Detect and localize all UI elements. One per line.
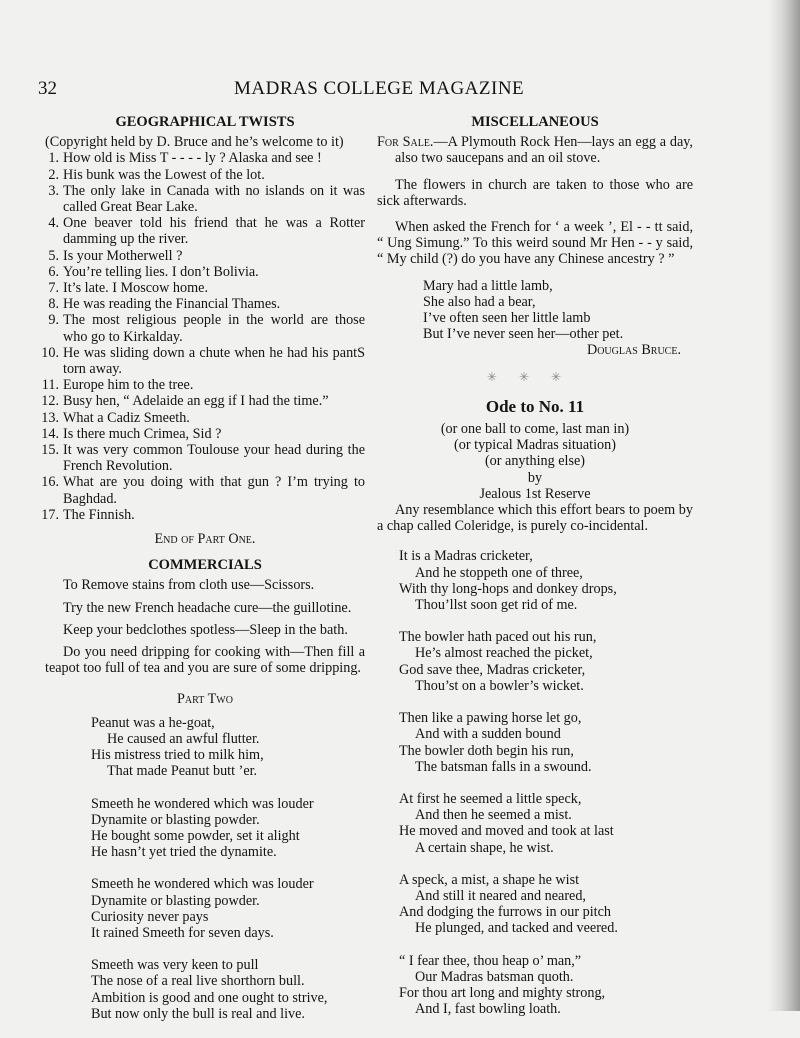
for-sale-paragraph (377, 134, 693, 166)
part-two-stanza (91, 957, 365, 1022)
poem-line: And he stoppeth one of three, (415, 564, 583, 581)
twist-text: The only lake in Canada with no islands on it was called Great Bear Lake. (63, 182, 365, 216)
twist-number: 1. (48, 150, 59, 167)
poem-line: His mistress tried to milk him, (91, 747, 264, 764)
twist-text: The Finnish. (63, 506, 135, 523)
poem-line: He caused an awful flutter. (107, 730, 260, 747)
ode-stanza (399, 953, 693, 1018)
poem-line: Mary had a little lamb, (423, 277, 553, 294)
ode-subtitle-line: Jealous 1st Reserve (479, 485, 591, 502)
twist-number: 13. (41, 409, 59, 426)
poem-line: Ambition is good and one ought to strive, (91, 989, 328, 1006)
twist-number: 17. (41, 506, 59, 523)
poem-line: Then like a pawing horse let go, (399, 710, 582, 727)
ode-subtitle-line: (or anything else) (484, 453, 586, 470)
poem-line: Smeeth he wondered which was louder (91, 876, 314, 893)
poem-line: And still it neared and neared, (415, 887, 586, 904)
for-sale-label: For Sale. (377, 134, 434, 151)
twist-number: 5. (48, 247, 59, 264)
twist-number: 10. (41, 344, 59, 361)
for-sale-text: —A Plymouth Rock Hen—lays an egg a day, also two saucepans and an oil stove. (395, 134, 693, 167)
page-header (38, 78, 738, 108)
twist-text: He was reading the Financial Thames. (63, 296, 281, 313)
commercial-paragraph: Keep your bedclothes spotless—Sleep in the bath. (63, 621, 348, 638)
ode-stanzas (377, 548, 693, 1017)
flowers-paragraph: The flowers in church are taken to those who are sick afterwards. (377, 176, 693, 209)
twist-item (41, 506, 365, 523)
left-column (41, 110, 365, 1038)
twist-item (45, 312, 365, 344)
poem-line: That made Peanut butt ’er. (107, 763, 258, 780)
ode-subtitle (377, 421, 693, 502)
twist-text: He was sliding down a chute when he had his pantS torn away. (63, 344, 365, 378)
twist-item (41, 409, 365, 426)
ode-subtitle-line: by (527, 469, 543, 486)
twist-number: 3. (48, 182, 59, 199)
twist-text: It’s late. I Moscow home. (63, 280, 208, 297)
poem-line: The nose of a real live shorthorn bull. (91, 973, 305, 990)
twist-text: Europe him to the tree. (63, 377, 194, 394)
ode-subtitle-line: (or typical Madras situation) (454, 437, 616, 454)
commercials-title: COMMERCIALS (148, 557, 262, 574)
poem-line: At first he seemed a little speck, (399, 790, 582, 807)
twist-item (41, 474, 365, 507)
ode-note: Any resemblance which this effort bears to poem by a chap called Coleridge, is purely co-incidental. (377, 502, 693, 535)
twist-text: What a Cadiz Smeeth. (63, 409, 190, 426)
poem-line: The bowler doth begin his run, (399, 742, 574, 759)
poem-line: He’s almost reached the picket, (415, 645, 593, 662)
commercial-paragraph: To Remove stains from cloth use—Scissors. (63, 577, 315, 594)
poem-line: Smeeth was very keen to pull (91, 957, 259, 974)
commercial-paragraph: Try the new French headache cure—the guillotine. (63, 599, 352, 616)
ode-stanza (399, 791, 693, 856)
twist-item (45, 167, 365, 183)
poem-line: But now only the bull is real and live. (91, 1005, 305, 1022)
part-two-stanza (91, 715, 365, 780)
part-two-poems (45, 715, 365, 1022)
poem-line: Dynamite or blasting powder. (91, 892, 260, 909)
poem-line: “ I fear thee, thou heap o’ man,” (399, 952, 582, 969)
poem-line: It rained Smeeth for seven days. (91, 924, 274, 941)
poem-line: She also had a bear, (423, 293, 536, 310)
twist-item (45, 296, 365, 312)
twist-item (41, 344, 365, 378)
section-stars-divider: ✳✳✳ (486, 369, 584, 384)
twist-item (41, 425, 365, 442)
poem-line: Smeeth he wondered which was louder (91, 795, 314, 812)
poem-line: And I, fast bowling loath. (415, 1001, 561, 1018)
twist-text: His bunk was the Lowest of the lot. (63, 166, 265, 183)
geographical-twists-title: GEOGRAPHICAL TWISTS (115, 114, 295, 130)
poem-line: He plunged, and tacked and veered. (415, 920, 618, 937)
twist-item (41, 442, 365, 475)
poem-line: Curiosity never pays (91, 908, 209, 925)
right-column (377, 110, 693, 1033)
twist-number: 2. (48, 166, 59, 183)
part-two-title: Part Two (177, 690, 233, 707)
poem-line: Thou’st on a bowler’s wicket. (415, 677, 584, 694)
ode-stanza (399, 710, 693, 775)
twist-number: 11. (41, 377, 59, 394)
twist-number: 15. (41, 442, 59, 459)
twist-item (45, 183, 365, 215)
twist-number: 16. (41, 474, 59, 491)
twist-number: 7. (48, 280, 59, 297)
page-number: 32 (38, 78, 57, 99)
twist-text: Is there much Crimea, Sid ? (63, 425, 222, 442)
poem-line: God save thee, Madras cricketer, (399, 661, 586, 678)
poem-line: Peanut was a he-goat, (91, 714, 215, 731)
ode-stanza (399, 629, 693, 694)
poem-line: And then he seemed a mist. (415, 807, 572, 824)
page-gutter-shadow (768, 0, 800, 1011)
ode-stanza (399, 548, 693, 613)
commercial-paragraph: Do you need dripping for cooking with—Then fill a teapot too full of tea and you are sure of some dripping. (45, 644, 365, 677)
poem-line: For thou art long and mighty strong, (399, 984, 606, 1001)
part-two-stanza (91, 876, 365, 941)
twist-item (45, 150, 365, 166)
geographical-twists-intro: (Copyright held by D. Bruce and he’s welcome to it) (45, 134, 344, 151)
poem-line: I’ve often seen her little lamb (423, 310, 591, 327)
poem-line: He moved and moved and took at last (399, 823, 614, 840)
twist-text: How old is Miss T - - - - ly ? Alaska and see ! (63, 150, 322, 167)
twist-number: 12. (41, 393, 59, 410)
magazine-title: MADRAS COLLEGE MAGAZINE (234, 78, 525, 99)
poem-line: Our Madras batsman quoth. (415, 968, 574, 985)
twist-number: 4. (48, 215, 59, 232)
french-paragraph: When asked the French for ‘ a week ’, El - - tt said, “ Ung Simung.” To this weird sound Mr Hen - - y said, “ My child (?) do you have any Chinese ancestry ? ” (377, 219, 693, 268)
twist-number: 8. (48, 296, 59, 313)
twist-item (45, 248, 365, 264)
twist-text: You’re telling lies. I don’t Bolivia. (63, 263, 259, 280)
twist-item (45, 264, 365, 280)
twist-item (41, 393, 365, 410)
twist-number: 9. (48, 312, 59, 329)
twist-text: Is your Motherwell ? (63, 247, 183, 264)
poem-line: Thou’llst soon get rid of me. (415, 597, 578, 614)
miscellaneous-title: MISCELLANEOUS (471, 114, 599, 130)
signature: Douglas Bruce. (586, 342, 681, 359)
part-two-stanza (91, 796, 365, 861)
end-of-part-one: End of Part One. (154, 531, 256, 548)
twist-text: One beaver told his friend that he was a Rotter damming up the river. (63, 215, 365, 248)
poem-line: He hasn’t yet tried the dynamite. (91, 844, 277, 861)
poem-line: With thy long-hops and donkey drops, (399, 580, 617, 597)
ode-title: Ode to No. 11 (485, 396, 585, 416)
ode-stanza (399, 872, 693, 937)
poem-line: And dodging the furrows in our pitch (399, 904, 611, 921)
twist-text: Busy hen, “ Adelaide an egg if I had the time.” (63, 393, 329, 410)
twist-number: 14. (41, 425, 59, 442)
ode-subtitle-line: (or one ball to come, last man in) (440, 421, 630, 438)
twist-text: The most religious people in the world are those who go to Kirkalday. (63, 312, 365, 345)
poem-line: The bowler hath paced out his run, (399, 629, 597, 646)
geographical-twists-list (41, 150, 365, 523)
twist-item (45, 280, 365, 296)
poem-line: It is a Madras cricketer, (399, 548, 533, 565)
twist-item (45, 215, 365, 247)
poem-line: But I’ve never seen her—other pet. (423, 326, 624, 343)
twist-text: It was very common Toulouse your head during the French Revolution. (63, 442, 365, 475)
twist-item (41, 377, 365, 394)
lamb-poem (423, 278, 693, 343)
poem-line: Dynamite or blasting powder. (91, 811, 260, 828)
twist-number: 6. (48, 263, 59, 280)
poem-line: And with a sudden bound (415, 726, 561, 743)
poem-line: He bought some powder, set it alight (91, 827, 300, 844)
poem-line: The batsman falls in a swound. (415, 758, 592, 775)
poem-line: A speck, a mist, a shape he wist (399, 871, 580, 888)
twist-text: What are you doing with that gun ? I’m trying to Baghdad. (63, 474, 365, 507)
poem-line: A certain shape, he wist. (415, 839, 554, 856)
